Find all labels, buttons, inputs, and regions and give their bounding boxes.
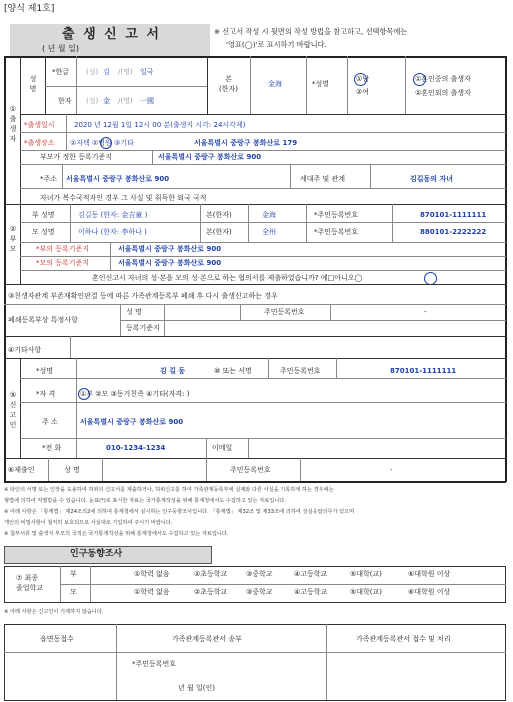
child-hanja-surname: 金: [103, 97, 110, 105]
section-reporter-label: ⑤신고인: [9, 391, 17, 429]
reporter-phone: 010-1234-1234: [106, 444, 166, 452]
selected-circle-mark: [78, 388, 90, 400]
report-date: ( 년 월 일): [42, 44, 80, 53]
office-date-label: 년 월 일(인): [178, 684, 215, 692]
birth-place-type: ①자택 ②병원 ③기타: [70, 139, 134, 147]
section-child-label: ①출생자: [9, 105, 17, 143]
office-col-3: 가족관계등록관서 접수 및 처리: [356, 635, 451, 643]
other-matters-label: ④기타사항: [8, 346, 42, 354]
hanja-label: 한자: [58, 97, 72, 105]
mother-education-high[interactable]: ④고등학교: [294, 588, 328, 596]
sex-option-male[interactable]: ①남: [356, 75, 370, 83]
selected-circle-mark: [100, 137, 112, 149]
warning-line: 형법에 의하여 처벌받을 수 있습니다. 눈표(*)로 표시한 자료는 국가통계작성을 위해 통계청에서도 수집하고 있는 자료입니다.: [4, 498, 286, 504]
mother-education-graduate[interactable]: ⑥대학원 이상: [408, 588, 451, 596]
child-given-name: 일국: [140, 68, 154, 76]
mother-register-label: *모의 등록기준지: [36, 259, 90, 267]
form-number: [양식 제1호]: [4, 4, 55, 14]
household-label: 세대주 및 관계: [300, 175, 346, 183]
bon-label: 본 (한자): [219, 75, 238, 93]
warning-line: ※ 첨부서류 및 출생자 부모의 국적은 국가통계작성을 위해 통계청에서도 수집하고 있는 자료입니다.: [4, 531, 229, 537]
father-id: 870101-1111111: [420, 211, 487, 219]
marriage-option-2[interactable]: ②혼인외의 출생자: [415, 89, 471, 97]
form-title: 출 생 신 고 서: [62, 27, 161, 42]
instruction-line-2: '영표(◯)'로 표시하기 바랍니다.: [226, 40, 327, 49]
sex-label: *성별: [312, 80, 330, 88]
child-name-label: 성명: [29, 75, 37, 93]
sign-placeholder[interactable]: ⑩ 또는 서명: [214, 367, 252, 375]
birth-place-label: *출생장소: [24, 139, 55, 147]
marriage-option-1[interactable]: ①혼인중의 출생자: [415, 75, 471, 83]
warning-line: ※ 아래 사항은 「통계법」 제24조의2에 의하여 통계청에서 실시하는 인구동향조사입니다. 「통계법」 제32조 및 제33조에 의하여 성실응답의무가 있으며: [4, 509, 355, 515]
father-education-high[interactable]: ④고등학교: [294, 570, 328, 578]
section-parents-label: ②부모: [9, 225, 17, 253]
father-education-none[interactable]: ①학력 없음: [134, 570, 170, 578]
office-col-2: 가족관계등록관서 송부: [172, 635, 242, 643]
mother-id: 880101-2222222: [420, 228, 487, 236]
father-label: 부 성명: [32, 211, 55, 219]
foreign-nationality-label: 자녀가 복수국적자인 경우 그 사실 및 취득한 외국 국적: [40, 194, 207, 202]
household-value: 김길동의 자녀: [410, 175, 454, 183]
warning-line: 개인의 비밀사항이 철저히 보호되므로 사실대로 기입하여 주시기 바랍니다.: [4, 520, 173, 526]
hangul-label: *한글: [52, 68, 70, 76]
mother-label: 모 성명: [32, 228, 55, 236]
birth-date-label: *출생일시: [24, 121, 55, 129]
birth-date-value: 2020 년 12월 1일 12시 00 분(출생지 시각: 24시각제): [74, 121, 246, 129]
address-label: *주소: [40, 175, 58, 183]
reporter-name: 김 길 동: [160, 367, 186, 375]
qualification-options[interactable]: ①부 ②모 ③동거친족 ④기타(자격: ): [80, 390, 190, 398]
father-education-elementary[interactable]: ②초등학교: [194, 570, 228, 578]
father-education-middle[interactable]: ③중학교: [246, 570, 273, 578]
mother-bon: 全州: [262, 228, 276, 236]
selected-circle-mark: [354, 73, 370, 86]
family-register-label: 부모가 정한 등록기준지: [40, 153, 113, 161]
education-label: ⑦ 최종 졸업학교: [16, 574, 44, 592]
father-register-label: *부의 등록기준지: [36, 245, 90, 253]
office-id-label: *주민등록번호: [132, 660, 177, 668]
instruction-line-1: ※ 신고서 작성 시 뒷면의 작성 방법을 참고하고, 선택항목에는: [214, 27, 408, 36]
section-3-heading: ③친생자관계 부존재확인판결 등에 따른 가족관계등록부 폐쇄 후 다시 출생신고하는 경우: [8, 292, 278, 300]
father-education-college[interactable]: ⑤대학(교): [350, 570, 383, 578]
birth-report-form: [양식 제1호] 출 생 신 고 서 ( 년 월 일) ※ 신고서 작성 시 뒷면의 작성 방법을 참고하고, 선택항목에는 '영표(◯)'로 표시하기 바랍니다. ①출생자 성명 *한글 (성) 김 /(명) 일국 한자 (성) 金 /(명) 一國 본 (한자) 金海 *성별 ①남 ②여 ①혼인중의 출생자 ②혼인외의 출생자 *출생일시 2020 년 12월 1일 12시 00 분(출생지 시각: 24시각제) *출생장소 ①자택 ②병원 ③기타 서울특별시 중랑구 봉화산로 179 부모가 정한 등록기준지 서울특별시 중랑구 봉화산로 900 *주소 서울특별시 중랑구 봉화산로 900 세대주 및 관계 김길동의 자녀 자녀가 복수국적자인 경우 그 사실 및 취득한 외국 국적 ②부모 부 성명 김길동 (한자: 金吉童 ) 본(한자) 金海 *주민등록번호 870101-1111111 모 성명 이하나 (한자: 李하나 ) 본(한자) 全州 *주민등록번호 880101-2222222 *부의 등록기준지 서울특별시 중랑구 봉화산로 900 *모의 등록기준지 서울특별시 중랑구 봉화산로 900 혼인신고시 자녀의 성·본을 모의 성·본으로 하는 협의서를 제출하였습니까? 예□아니오◯ ③친생자관계 부존재확인판결 등에 따른 가족관계등록부 폐쇄 후 다시 출생신고하는 경우 폐쇄등록부상 특정사항 성 명 주민등록번호 - 등록기준지 ④기타사항 ⑤신고인 *성명 김 길 동 ⑩ 또는 서명 주민등록번호 870101-1111111 *자 격 ①부 ②모 ③동거친족 ④기타(자격: ) 주 소 서울특별시 중랑구 봉화산로 900 *전 화 010-1234-1234 이메일 ⑥제출인 성 명 주민등록번호 - ※ 타인의 서명 또는 인장을 도용하여 허위의 신고서를 제출하거나, 허위신고를 하여 가족관계등록부에 실제와 다른 사실을 기록하게 하는 경우에는 형법에 의하여 처벌받을 수 있습니다. 눈표(*)로 표시한 자료는 국가통계작성을 위해 통계청에서도 수집하고 있는 자료입니다. ※ 아래 사항은 「통계법」 제24조의2에 의하여 통계청에서 실시하는 인구동향조사입니다. 「통계법」 제32조 및 제33조에 의하여 성실응답의무가 있으며 개인의 비밀사항이 철저히 보호되므로 사실대로 기입하여 주시기 바랍니다. ※ 첨부서류 및 출생자 부모의 국적은 국가통계작성을 위해 통계청에서도 수집하고 있는 자료입니다. 인구동향조사 ⑦ 최종 졸업학교 부 모 ①학력 없음 ②초등학교 ③중학교 ④고등학교 ⑤대학(교) ⑥대학원 이상 ①학력 없음 ②초등학교 ③중학교 ④고등학교 ⑤대학(교) ⑥대학원 이상 ※ 아래 사항은 신고인이 기재하지 않습니다. 읍면동접수 가족관계등록관서 송부 가족관계등록관서 접수 및 처리 *주민등록번호 년 월 일(인): [0, 0, 513, 702]
mother-education-none[interactable]: ①학력 없음: [134, 588, 170, 596]
address-value: 서울특별시 중랑구 봉화산로 900: [66, 175, 170, 183]
father-register: 서울특별시 중랑구 봉화산로 900: [118, 245, 222, 253]
submitter-label: ⑥제출인: [8, 466, 35, 474]
mother-register: 서울특별시 중랑구 봉화산로 900: [118, 259, 222, 267]
survey-title: 인구동향조사: [70, 549, 123, 559]
mother-education-elementary[interactable]: ②초등학교: [194, 588, 228, 596]
mother-education-middle[interactable]: ③중학교: [246, 588, 273, 596]
closed-register-label: 폐쇄등록부상 특정사항: [8, 316, 78, 324]
family-register-value: 서울특별시 중랑구 봉화산로 900: [158, 153, 262, 161]
mother-name: 이하나 (한자: 李하나 ): [78, 228, 147, 236]
father-education-graduate[interactable]: ⑥대학원 이상: [408, 570, 451, 578]
bon-value: 金海: [268, 80, 282, 88]
surname-agreement-question: 혼인신고시 자녀의 성·본을 모의 성·본으로 하는 협의서를 제출하였습니까? 예□아니오◯: [92, 274, 363, 282]
father-bon: 金海: [262, 211, 276, 219]
office-col-1: 읍면동접수: [40, 635, 74, 643]
reporter-id: 870101-1111111: [390, 367, 457, 375]
qualification-label: *자 격: [36, 390, 56, 398]
reporter-address: 서울특별시 중랑구 봉화산로 900: [80, 418, 184, 426]
child-hanja-given: 一國: [140, 97, 154, 105]
reporter-name-label: *성명: [36, 367, 54, 375]
warning-line: ※ 타인의 서명 또는 인장을 도용하여 허위의 신고서를 제출하거나, 허위신고를 하여 가족관계등록부에 실제와 다른 사실을 기록하게 하는 경우에는: [4, 487, 334, 493]
child-surname: 김: [103, 68, 110, 76]
selected-circle-mark: [413, 73, 426, 86]
mother-education-college[interactable]: ⑤대학(교): [350, 588, 383, 596]
father-name: 김길동 (한자: 金吉童 ): [78, 211, 148, 219]
sex-option-female[interactable]: ②여: [356, 88, 370, 96]
office-footnote: ※ 아래 사항은 신고인이 기재하지 않습니다.: [4, 609, 104, 615]
birth-place-value: 서울특별시 중랑구 봉화산로 179: [194, 139, 298, 147]
